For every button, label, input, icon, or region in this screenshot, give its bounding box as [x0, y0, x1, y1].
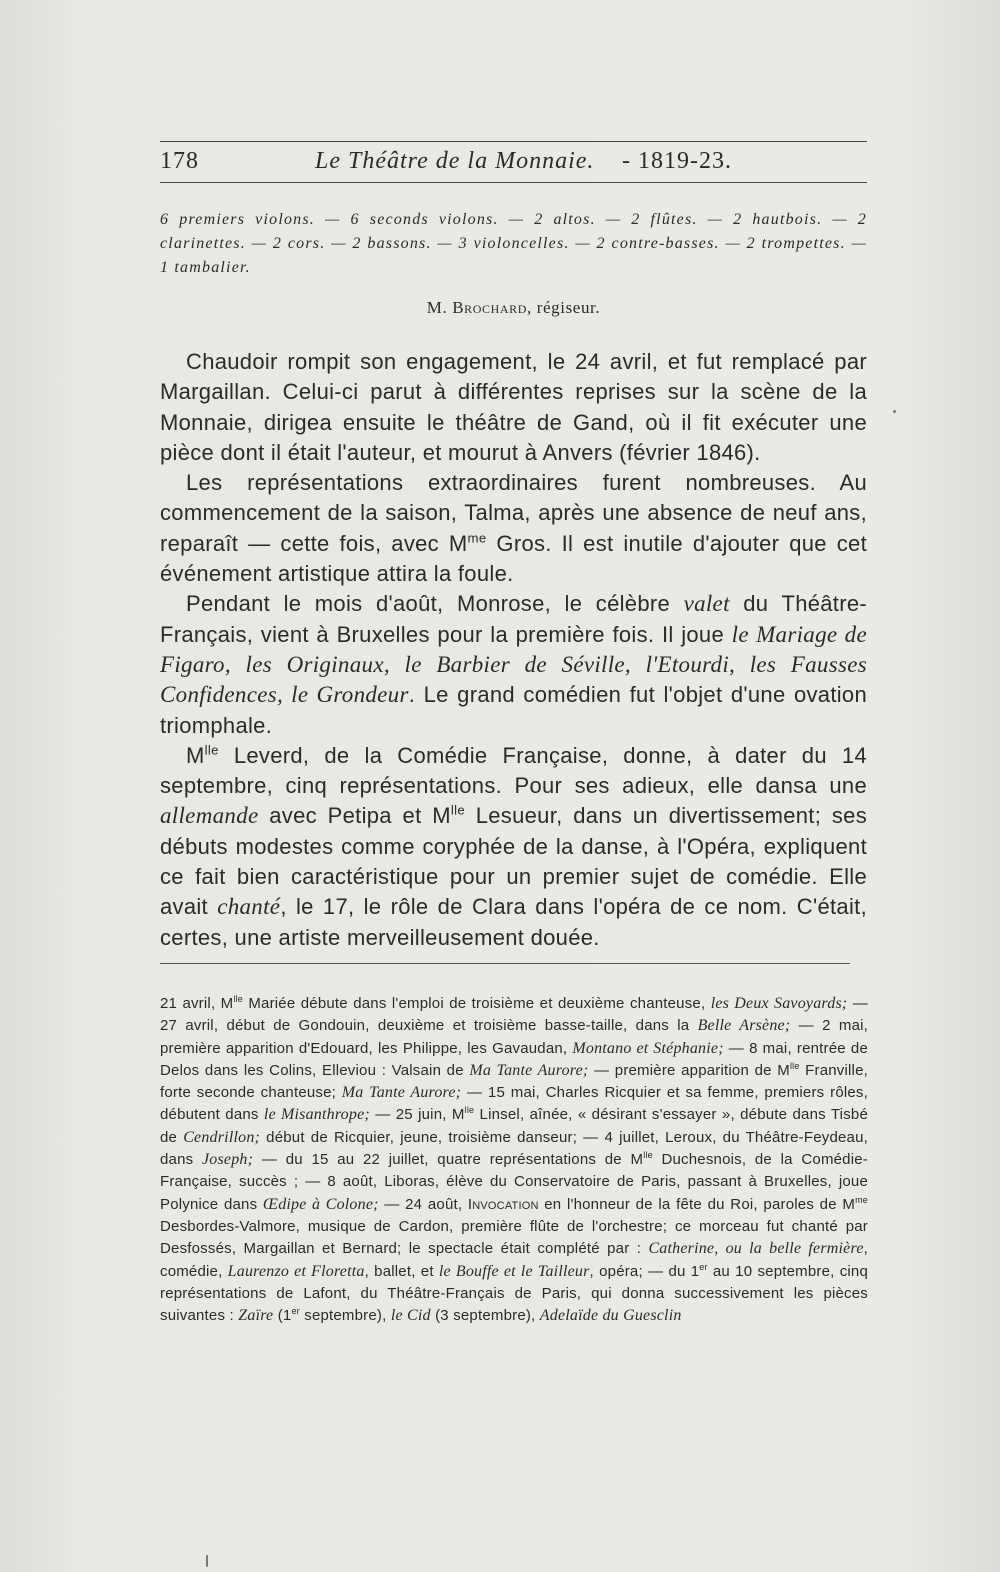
p3-text-b: du Théâtre-Français, vient à Bruxelles pour la première fois. Il joue: [160, 591, 868, 647]
p2-text-a: Les représentations extraordinaires furent nombreuses. Au commencement de la saison, Talma, après une absence de neuf ans, reparaît — cette fois, avec M: [160, 470, 867, 556]
fn-sup: er: [291, 1306, 300, 1317]
fn-text: — du 15 au 22 juillet, quatre représentations de M: [253, 1151, 644, 1169]
page-number: 178: [160, 148, 199, 174]
fn-text: septembre),: [299, 1307, 391, 1325]
fn-text: début de Ricquier, jeune, troisième danseur; — 4 juillet, Leroux, du Théâtre-Feydeau, dans: [160, 1128, 868, 1169]
fn-title: Adelaïde du Guesclin: [539, 1307, 682, 1325]
regisseur-name: Brochard,: [452, 298, 532, 317]
fn-title: Zaïre: [238, 1307, 274, 1325]
fn-text: , ballet, et: [364, 1262, 439, 1280]
fn-text: — première apparition de M: [588, 1061, 790, 1079]
fn-text: , comédie,: [160, 1240, 868, 1280]
regisseur-prefix: M.: [426, 298, 448, 317]
fn-title: Ma Tante Aurore;: [469, 1061, 589, 1079]
fn-text: Franville, forte seconde chanteuse;: [160, 1061, 868, 1102]
p4-sup-1: lle: [204, 742, 219, 758]
p2-text-b: Gros. Il est inutile d'ajouter que cet événement artistique attira la foule.: [160, 530, 867, 587]
paragraph-4: [160, 741, 867, 953]
fn-text: Mariée débute dans l'emploi de troisième et deuxième chanteuse,: [242, 995, 711, 1012]
fn-sup: me: [855, 1194, 868, 1205]
fn-text: Duchesnois, de la Comédie-Française, succès ; — 8 août, Liboras, élève du Conservatoire de Paris, passant à Bruxelles, joue Polynice dans: [160, 1151, 868, 1213]
fn-text: (3 septembre),: [430, 1307, 540, 1325]
footnote-paragraph: [160, 993, 868, 1327]
header-top-rule: [160, 141, 867, 142]
fn-title: Cendrillon;: [183, 1128, 261, 1146]
p4-italic-2: chanté: [217, 894, 281, 920]
fn-text: 21 avril, M: [160, 995, 234, 1012]
running-years: - 1819-23.: [622, 148, 732, 174]
fn-text: — 8 mai, rentrée de Delos dans les Colins, Elleviou : Valsain de: [160, 1039, 868, 1079]
fn-text: — 2 mai, première apparition d'Edouard, les Philippe, les Gavaudan,: [160, 1017, 869, 1057]
orchestra-list: 6 premiers violons. — 6 seconds violons. — 2 altos. — 2 flûtes. — 2 hautbois. — 2 clarinettes. — 2 cors. — 2 bassons. — 3 violoncelles. — 2 contre-basses. — 2 trompettes. — 1 tambalier.: [160, 211, 867, 276]
p3-italic-1: valet: [683, 591, 730, 617]
footnote-rule: [160, 963, 850, 964]
fn-title: Montano et Stéphanie;: [572, 1039, 724, 1057]
paragraph-1: Chaudoir rompit son engagement, le 24 avril, et fut remplacé par Margaillan. Celui-ci parut à différentes reprises sur la scène de la Monnaie, dirigea ensuite le théâtre de Gand, où il fit exécuter une pièce dont il était l'auteur, et mourut à Anvers (février 1846).: [160, 349, 867, 465]
fn-title: Œdipe à Colone;: [262, 1195, 379, 1213]
p3-italic-2: le Mariage de Figaro, les Originaux, le Barbier de Séville, l'Etourdi, les Fausses Confidences, le Grondeur: [160, 621, 867, 708]
fn-text: au 10 septembre, cinq représentations de Lafont, du Théâtre-Français de Paris, qui donna successivement les pièces suivantes :: [160, 1262, 869, 1325]
fn-smallcaps: Invocation: [467, 1195, 539, 1213]
fn-title: Catherine, ou la belle fermière: [648, 1240, 864, 1258]
fn-sup: lle: [789, 1060, 800, 1071]
fn-sup: lle: [643, 1150, 653, 1161]
p4-text-d: Lesueur, dans un divertissement; ses débuts modestes comme coryphée de la danse, à l'Opéra, expliquent ce fait bien caractéristique pour un premier sujet de comédie. Elle avait: [160, 803, 867, 920]
header-bottom-rule: [160, 182, 867, 183]
fn-title: le Bouffe et le Tailleur: [438, 1262, 590, 1280]
fn-title: Ma Tante Aurore;: [341, 1084, 462, 1102]
fn-text: — 15 mai, Charles Ricquier et sa femme, premiers rôles, débutent dans: [160, 1084, 868, 1124]
fn-text: Desbordes-Valmore, musique de Cardon, première flûte de l'orchestre; ce morceau fut chanté par Desfossés, Margaillan et Bernard; le spectacle était complété par :: [160, 1217, 868, 1258]
p4-text-b: Leverd, de la Comédie Française, donne, à dater du 14 septembre, cinq représentations. Pour ses adieux, elle dansa une: [160, 742, 867, 799]
footnote: [160, 993, 869, 1327]
fn-sup: lle: [464, 1105, 475, 1116]
fn-title: Laurenzo et Floretta: [227, 1262, 365, 1280]
fn-text: (1: [273, 1307, 292, 1325]
p4-text-c: avec Petipa et M: [258, 803, 451, 829]
fn-title: le Cid: [390, 1307, 431, 1325]
fn-text: — 24 août,: [378, 1195, 468, 1213]
fn-text: — 25 juin, M: [369, 1106, 465, 1124]
running-title: Le Théâtre de la Monnaie.: [315, 148, 595, 174]
paragraph-2: [160, 468, 867, 589]
p4-italic-1: allemande: [160, 803, 259, 829]
fn-text: en l'honneur de la fête du Roi, paroles de M: [538, 1195, 856, 1213]
fn-title: Belle Arsène;: [697, 1017, 791, 1035]
p4-sup-2: lle: [450, 803, 465, 819]
fn-text: Linsel, aînée, « désirant s'essayer », débute dans Tisbé de: [160, 1106, 868, 1146]
fn-title: le Misanthrope;: [263, 1106, 370, 1124]
p4-text-e: , le 17, le rôle de Clara dans l'opéra de ce nom. C'était, certes, une artiste merveilleusement douée.: [160, 894, 867, 950]
regisseur-role: régiseur.: [536, 298, 601, 317]
p2-sup: me: [467, 530, 487, 546]
paper-speck: [893, 410, 896, 413]
fn-sup: er: [699, 1261, 708, 1272]
fn-title: les Deux Savoyards;: [710, 995, 848, 1012]
fn-title: Joseph;: [202, 1151, 254, 1169]
p3-text-c: . Le grand comédien fut l'objet d'une ovation triomphale.: [160, 682, 867, 738]
running-head: [160, 148, 867, 182]
fn-text: — 27 avril, début de Gondouin, deuxième et troisième basse-taille, dans la: [160, 995, 868, 1035]
paragraph-3: [160, 589, 867, 740]
fn-text: , opéra; — du 1: [589, 1262, 700, 1280]
paper-mark: [206, 1555, 208, 1567]
main-text: [160, 347, 867, 953]
p3-text-a: Pendant le mois d'août, Monrose, le célèbre: [186, 591, 684, 617]
p4-text-a: M: [186, 742, 205, 768]
fn-sup: lle: [233, 994, 243, 1004]
regisseur-line: [160, 298, 867, 318]
